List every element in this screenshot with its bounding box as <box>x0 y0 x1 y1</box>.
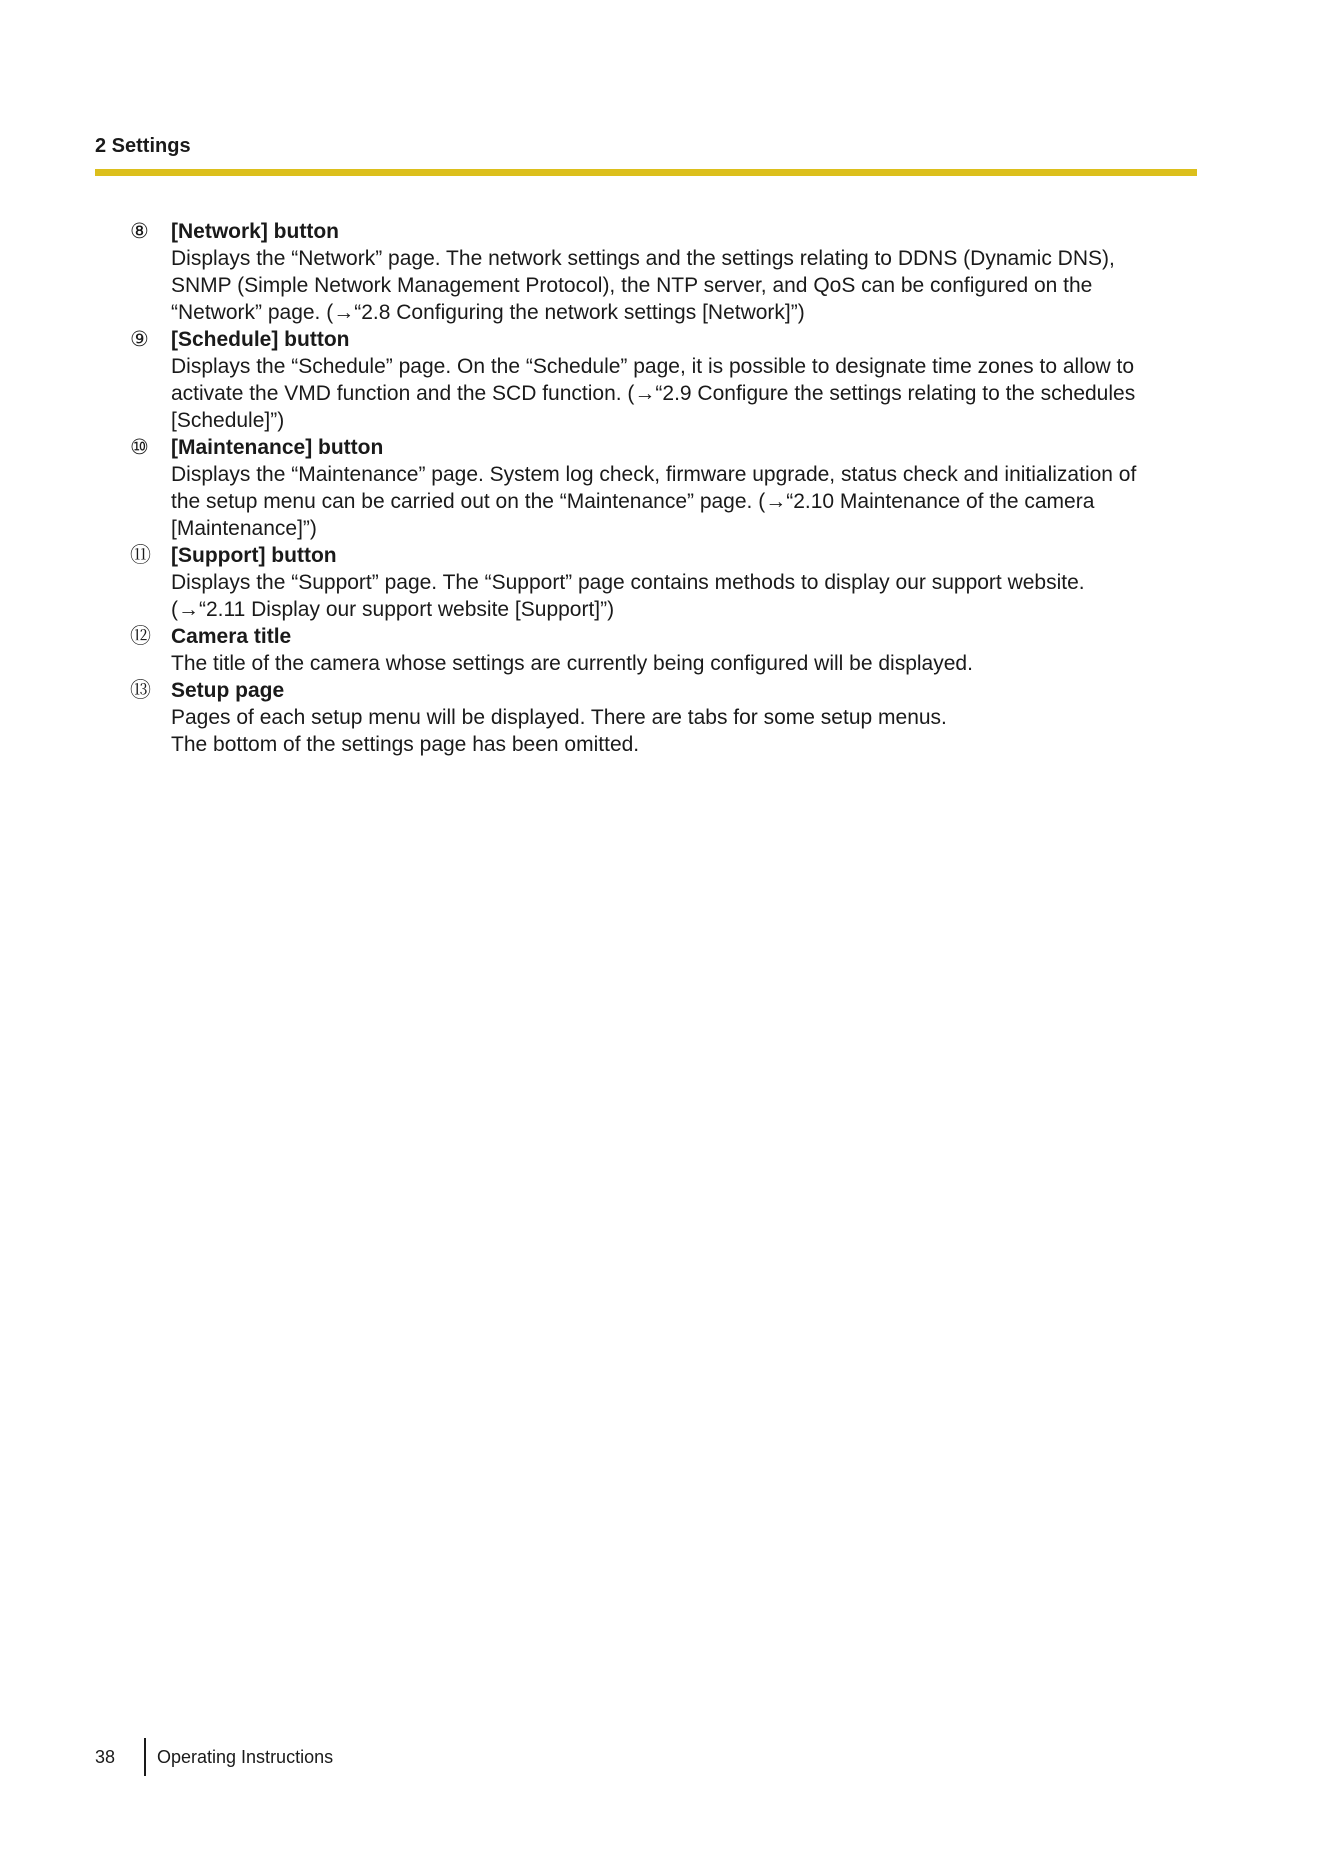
item-title: Camera title <box>171 625 292 648</box>
footer-label: Operating Instructions <box>157 1747 334 1767</box>
item-number: ⑫ <box>130 624 151 648</box>
list-item-network-button <box>130 218 1210 326</box>
item-description: Displays the “Network” page. The network settings and the settings relating to DDNS (Dynamic DNS), SNMP (Simple Network Management Protocol), the NTP server, and QoS can be configured on the “Network” page. (→“2.8 Configuring the network settings [Network]”) <box>171 247 1115 324</box>
item-title: [Maintenance] button <box>171 436 384 459</box>
item-number: ⑬ <box>130 678 151 702</box>
item-title: Setup page <box>171 679 285 702</box>
list-item-schedule-button <box>130 326 1210 434</box>
item-title: [Schedule] button <box>171 328 350 351</box>
list-item-support-button <box>130 542 1210 623</box>
item-number: ⑪ <box>130 543 151 567</box>
item-title: [Support] button <box>171 544 337 567</box>
item-number: ⑩ <box>130 435 149 459</box>
item-description: Displays the “Maintenance” page. System log check, firmware upgrade, status check and initialization of the setup menu can be carried out on the “Maintenance” page. (→“2.10 Maintenance of the camera [Maintenance]”) <box>171 463 1137 540</box>
item-description: Displays the “Schedule” page. On the “Schedule” page, it is possible to designate time zones to allow to activate the VMD function and the SCD function. (→“2.9 Configure the settings relating to the schedules [Schedule]”) <box>171 355 1136 432</box>
page-number: 38 <box>95 1747 116 1767</box>
item-number: ⑨ <box>130 327 149 351</box>
item-description: The title of the camera whose settings are currently being configured will be displayed. <box>171 652 973 675</box>
item-description: Displays the “Support” page. The “Support” page contains methods to display our support website. (→“2.11 Display our support website [Support]”) <box>171 571 1085 621</box>
list-item-setup-page <box>130 677 1210 758</box>
item-title: [Network] button <box>171 220 339 243</box>
item-description: Pages of each setup menu will be displayed. There are tabs for some setup menus. The bottom of the settings page has been omitted. <box>171 706 947 756</box>
list-item-camera-title <box>130 623 1210 677</box>
section-title: 2 Settings <box>95 135 191 157</box>
list-item-maintenance-button <box>130 434 1210 542</box>
header-rule <box>95 169 1197 176</box>
item-list <box>130 218 1210 758</box>
footer-divider <box>144 1738 146 1776</box>
item-number: ⑧ <box>130 219 149 243</box>
